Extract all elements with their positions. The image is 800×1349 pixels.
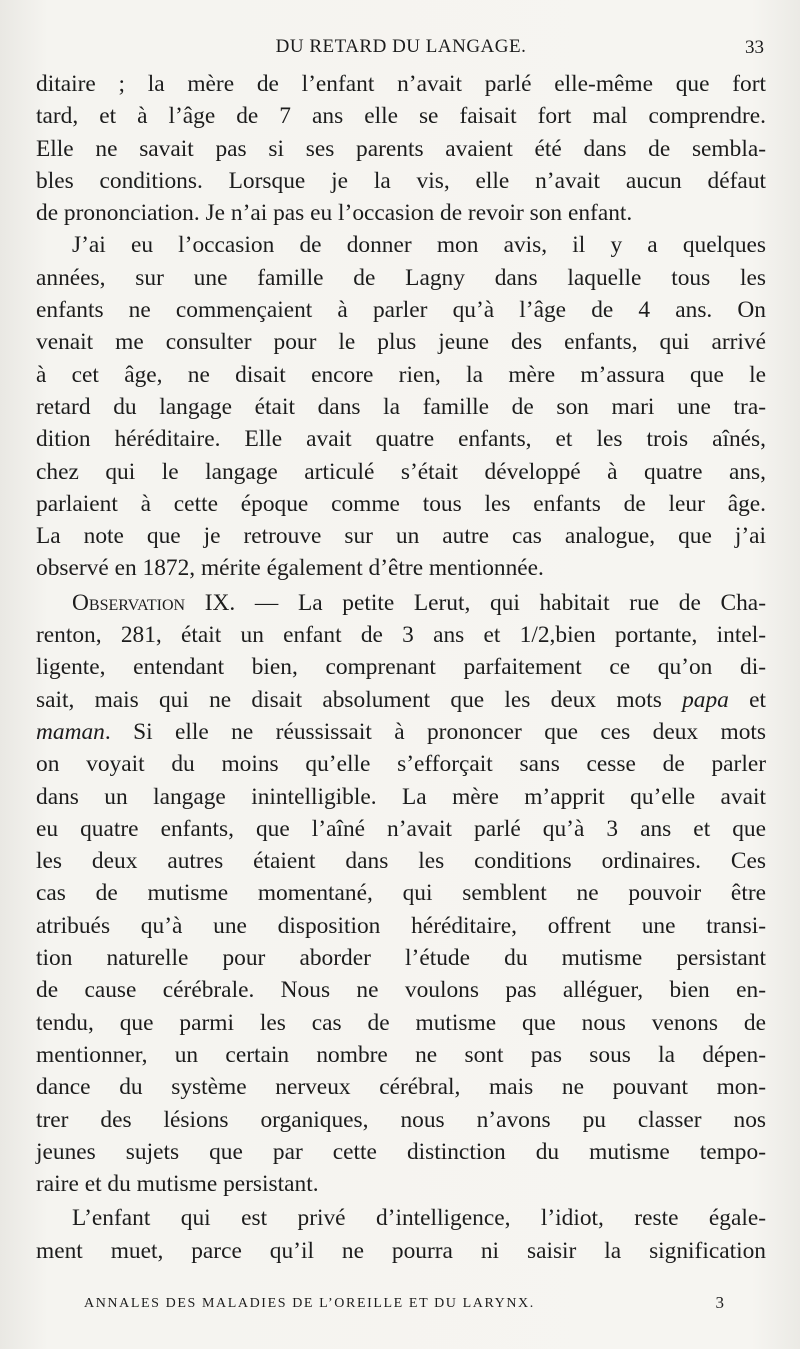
text-line: mentionner, un certain nombre ne sont pas sous la dépen- [36,1041,766,1068]
text-line: jeunes sujets que par cette distinction du mutisme tempo- [36,1138,766,1165]
text-segment: et [749,686,766,713]
text-line: bles conditions. Lorsque je la vis, elle n’avait aucun défaut [36,167,766,194]
signature-mark: 3 [715,1293,724,1312]
text-segment: — La petite Lerut, qui habitait rue de Cha- [254,589,766,616]
running-head [36,36,766,64]
text-line: tendu, que parmi les cas de mutisme que nous venons de [36,1009,766,1036]
text-line: ment muet, parce qu’il ne pourra ni saisir la signification [36,1237,766,1264]
italic-word: papa [682,686,729,713]
text-line: raire et du mutisme persistant. [36,1171,319,1198]
running-title: DU RETARD DU LANGAGE. [275,36,527,57]
text-line: on voyait du moins qu’elle s’efforçait sans cesse de parler [36,751,766,778]
text-segment: . Si elle ne réussissait à prononcer que ces deux mots [104,718,766,745]
journal-title: ANNALES DES MALADIES DE L’OREILLE ET DU LARYNX. [84,1296,535,1311]
text-line: observé en 1872, mérite également d’être mentionnée. [36,555,544,582]
text-line: venait me consulter pour le plus jeune des enfants, qui arrivé [36,329,766,356]
page-number: 33 [745,37,764,58]
observation-line [36,587,766,619]
text-segment: ,bien portante, intel- [549,622,766,649]
text-line: Elle ne savait pas si ses parents avaient été dans de sembla- [36,135,766,162]
text-line: atribués qu’à une disposition héréditaire, offrent une transi- [36,912,766,939]
italic-word: maman [36,718,105,745]
text-line: tion naturelle pour aborder l’étude du mutisme persistant [36,945,766,972]
text-line [36,716,766,748]
text-line: chez qui le langage articulé s’était développé à quatre ans, [36,458,766,485]
text-line: de cause cérébrale. Nous ne voulons pas alléguer, bien en- [36,977,766,1004]
text-line: retard du langage était dans la famille de son mari une tra- [36,393,766,420]
text-line: tard, et à l’âge de 7 ans elle se faisait fort mal comprendre. [36,103,766,130]
text-line: dition héréditaire. Elle avait quatre enfants, et les trois aînés, [36,426,766,453]
text-segment: renton, 281, était un enfant de 3 ans et [36,622,520,649]
text-line: parlaient à cette époque comme tous les enfants de leur âge. [36,490,766,517]
text-line: dance du système nerveux cérébral, mais ne pouvant mon- [36,1074,766,1101]
text-line: L’enfant qui est privé d’intelligence, l’idiot, reste égale- [72,1205,766,1232]
text-line [36,619,766,651]
text-line [36,684,766,716]
text-line: trer des lésions organiques, nous n’avons pu classer nos [36,1106,766,1133]
text-line: eu quatre enfants, que l’aîné n’avait parlé qu’à 3 ans et que [36,815,766,842]
footer [84,1293,724,1317]
text-line: ditaire ; la mère de l’enfant n’avait parlé elle-même que fort [36,71,766,97]
text-line: dans un langage inintelligible. La mère m’apprit qu’elle avait [36,783,766,810]
text-line: La note que je retrouve sur un autre cas analogue, que j’ai [36,523,766,550]
fraction: 1/2 [519,622,550,649]
text-line: ligente, entendant bien, comprenant parfaitement ce qu’on di- [36,654,766,681]
observation-label: Observation IX. [72,589,236,616]
text-line: à cet âge, ne disait encore rien, la mère m’assura que le [36,361,766,388]
text-line: J’ai eu l’occasion de donner mon avis, il y a quelques [72,232,766,259]
text-segment: sait, mais qui ne disait absolument que les deux mots [36,686,683,713]
text-line: années, sur une famille de Lagny dans laquelle tous les [36,264,766,291]
text-line: de prononciation. Je n’ai pas eu l’occasion de revoir son enfant. [36,200,633,227]
text-line: enfants ne commençaient à parler qu’à l’âge de 4 ans. On [36,297,766,324]
body-text [36,68,766,1267]
text-line: cas de mutisme momentané, qui semblent ne pouvoir être [36,880,766,907]
text-line: les deux autres étaient dans les conditions ordinaires. Ces [36,848,766,875]
